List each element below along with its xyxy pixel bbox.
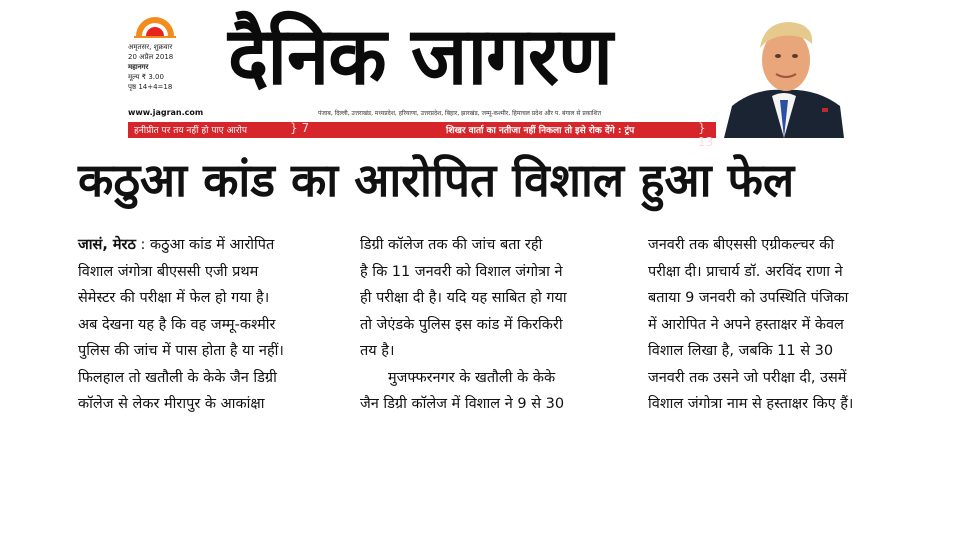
article-line: कॉलेज से लेकर मीरापुर के आकांक्षा [78,396,265,412]
jagran-sun-logo-icon [132,10,178,40]
article-line: पुलिस की जांच में पास होता है या नहीं। [78,343,284,359]
edition-pages: पृष्ठ 14+4=18 [128,83,173,91]
edition-label: महानगर [128,63,149,71]
edition-date: 20 अप्रैल 2018 [128,53,174,61]
article-column-3 [648,232,918,418]
headline-strip [128,121,716,149]
edition-price: मूल्य ₹ 3.00 [128,73,164,81]
article-line: मुजफ्फरनगर के खतौली के केके [388,369,556,386]
article-line: बताया 9 जनवरी को उपस्थिति पंजिका [648,290,849,306]
article-line: तय है। [360,343,395,359]
strip-left-page: } 7 [290,121,310,135]
article-line: जासं, मेरठ : कठुआ कांड में आरोपित [78,237,275,253]
newspaper-title: दैनिक जागरण [228,8,612,103]
article-line: ही परीक्षा दी है। यदि यह साबित हो गया [360,290,567,306]
trump-photo [724,10,844,138]
article-line: परीक्षा दी। प्राचार्य डॉ. अरविंद राणा ने [648,263,843,280]
article-line: है कि 11 जनवरी को विशाल जंगोत्रा ने [360,263,563,280]
article-line: में आरोपित ने अपने हस्ताक्षर में केवल [648,316,844,333]
article-line: जनवरी तक उसने जो परीक्षा दी, उसमें [648,369,847,386]
article-line: फिलहाल तो खतौली के केके जैन डिग्री [78,369,277,386]
edition-city: अमृतसर, शुक्रवार [128,43,173,51]
strip-left-headline[interactable]: हनीप्रीत पर तय नहीं हो पाए आरोप [134,126,247,136]
edition-info [128,42,218,92]
article-column-1 [78,232,348,418]
article-line: सेमेस्टर की परीक्षा में फेल हो गया है। [78,290,270,306]
article-line: डिग्री कॉलेज तक की जांच बता रही [360,237,543,253]
website-link[interactable]: www.jagran.com [128,108,204,117]
strip-right-page: } 13 [698,121,714,149]
article-line: जैन डिग्री कॉलेज में विशाल ने 9 से 30 [360,396,565,412]
strip-right-headline[interactable]: शिखर वार्ता का नतीजा नहीं निकला तो इसे रोक देंगे : ट्रंप [446,126,635,136]
article-line: अब देखना यह है कि वह जम्मू-कश्मीर [78,316,276,333]
article-line: विशाल जंगोत्रा बीएससी एजी प्रथम [78,263,259,280]
dateline: जासं, मेरठ [78,237,136,253]
article-column-2 [360,232,628,418]
article-headline: कठुआ कांड का आरोपित विशाल हुआ फेल [78,153,795,207]
article-line: विशाल लिखा है, जबकि 11 से 30 [648,343,834,359]
publication-states: पंजाब, दिल्ली, उत्तराखंड, मध्यप्रदेश, हरियाणा, उत्तरप्रदेश, बिहार, झारखंड, जम्मू-कश्मीर, हिमाचल प्रदेश और प. बंगाल से प्रकाशित [318,110,601,117]
article-line: जनवरी तक बीएससी एग्रीकल्चर की [648,237,835,253]
article-line: तो जेएंडके पुलिस इस कांड में किरकिरी [360,316,563,333]
article-line: विशाल जंगोत्रा नाम से हस्ताक्षर किए हैं। [648,396,854,412]
